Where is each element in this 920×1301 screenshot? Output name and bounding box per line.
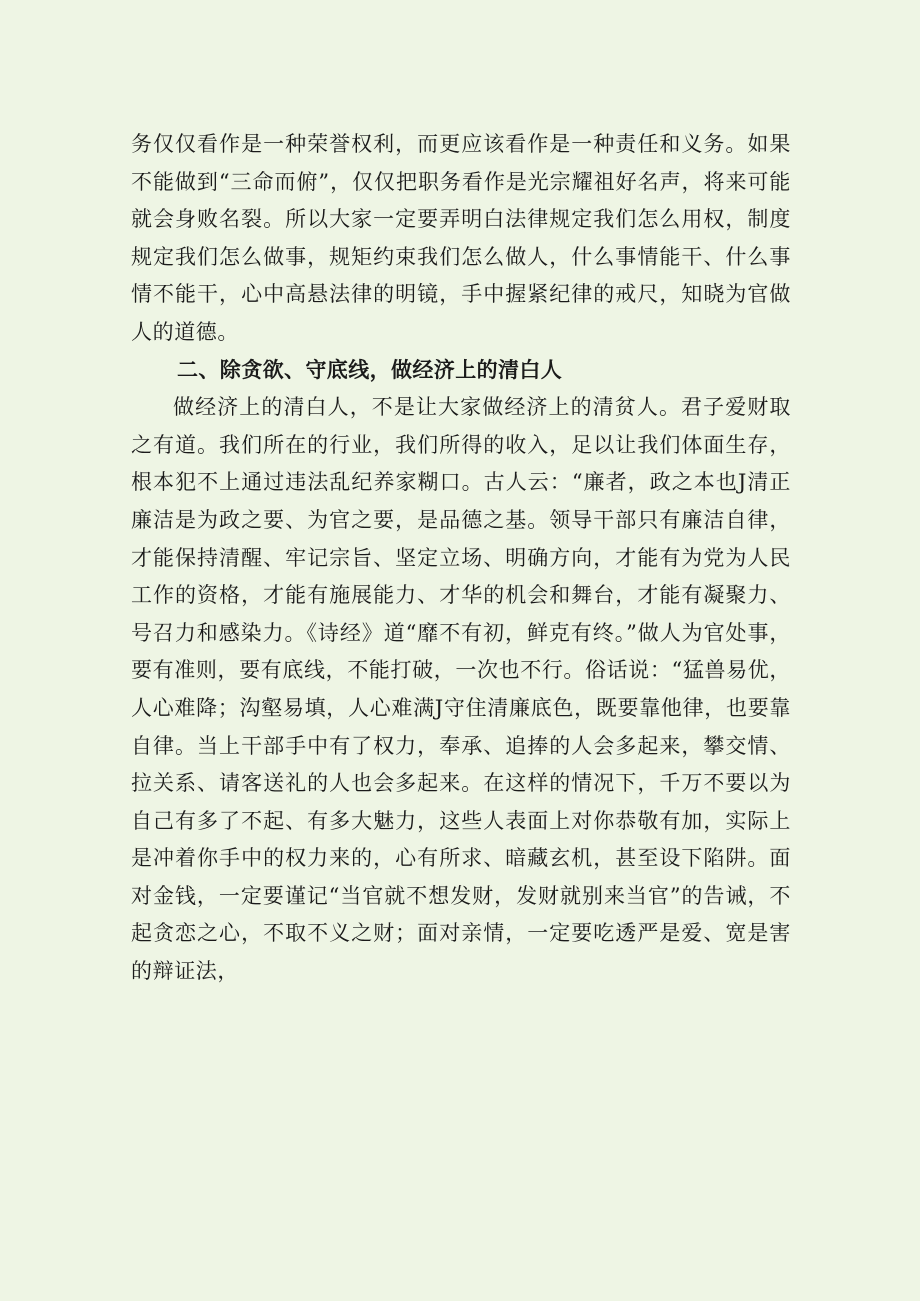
paragraph-main: 做经济上的清白人，不是让大家做经济上的清贫人。君子爱财取之有道。我们所在的行业，我们所得的收入，足以让我们体面生存，根本犯不上通过违法乱纪养家糊口。古人云：“廉者，政之本也J清正廉洁是为政之要、为官之要，是品德之基。领导干部只有廉洁自律，才能保持清醒、牢记宗旨、坚定立场、明确方向，才能有为党为人民工作的资格，才能有施展能力、才华的机会和舞台，才能有凝聚力、号召力和感染力。《诗经》道“靡不有初，鲜克有终。”做人为官处事，要有准则，要有底线，不能打破，一次也不行。俗话说：“猛兽易优，人心难降；沟壑易填，人心难满J守住清廉底色，既要靠他律，也要靠自律。当上干部手中有了权力，奉承、追捧的人会多起来，攀交情、拉关系、请客送礼的人也会多起来。在这样的情况下，千万不要以为自己有多了不起、有多大魅力，这些人表面上对你恭敬有加，实际上是冲着你手中的权力来的，心有所求、暗藏玄机，甚至设下陷阱。面对金钱，一定要谨记“当官就不想发财，发财就别来当官”的告诫，不起贪恋之心，不取不义之财；面对亲情，一定要吃透严是爱、宽是害的辩证法， <box>131 395 791 984</box>
document-page <box>131 126 791 991</box>
paragraph-continued: 务仅仅看作是一种荣誉权利，而更应该看作是一种责任和义务。如果不能做到“三命而俯”，仅仅把职务看作是光宗耀祖好名声，将来可能就会身败名裂。所以大家一定要弄明白法律规定我们怎么用权，制度规定我们怎么做事，规矩约束我们怎么做人，什么事情能干、什么事情不能干，心中高悬法律的明镜，手中握紧纪律的戒尺，知晓为官做人的道德。 <box>131 132 791 344</box>
section-heading: 二、除贪欲、守底线，做经济上的清白人 <box>177 357 563 382</box>
